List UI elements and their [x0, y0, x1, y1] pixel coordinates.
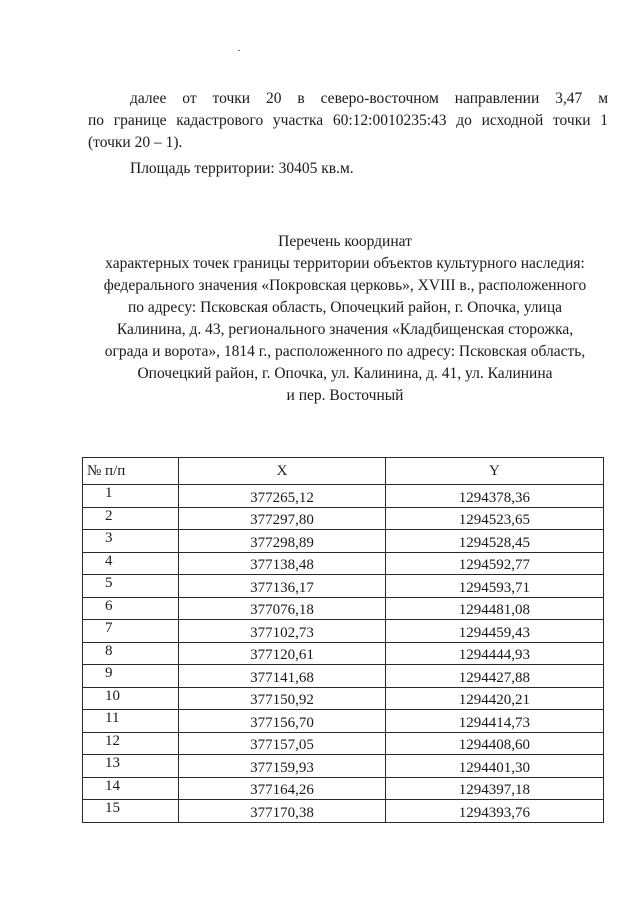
- cell-y: 1294523,65: [385, 507, 603, 530]
- header-number: № п/п: [83, 458, 179, 485]
- cell-y: 1294593,71: [385, 575, 603, 598]
- route-line-1: далее от точки 20 в северо-восточном направлении 3,47 м: [130, 90, 608, 107]
- cell-x: 377120,61: [179, 642, 385, 665]
- cell-number: 10: [83, 687, 179, 710]
- cell-x: 377159,93: [179, 755, 385, 778]
- cell-number: 12: [83, 732, 179, 755]
- heading-line-6: ограда и ворота», 1814 г., расположенного по адресу: Псковская область,: [104, 343, 586, 360]
- cell-y: 1294444,93: [385, 642, 603, 665]
- table-row: [83, 732, 604, 755]
- route-line-3: (точки 20 – 1).: [88, 134, 183, 151]
- heading-line-5: Калинина, д. 43, регионального значения «Кладбищенская сторожка,: [116, 321, 574, 338]
- cell-x: 377102,73: [179, 620, 385, 643]
- coordinates-heading: [80, 231, 610, 407]
- header-x: X: [179, 458, 385, 485]
- cell-number: 9: [83, 665, 179, 688]
- cell-y: 1294408,60: [385, 732, 603, 755]
- cell-number: 8: [83, 642, 179, 665]
- cell-x: 377170,38: [179, 800, 385, 823]
- cell-x: 377157,05: [179, 732, 385, 755]
- scan-speck: [238, 50, 240, 51]
- table-row: [83, 665, 604, 688]
- cell-x: 377298,89: [179, 530, 385, 553]
- cell-x: 377297,80: [179, 507, 385, 530]
- table-row: [83, 575, 604, 598]
- table-row: [83, 755, 604, 778]
- table-row: [83, 687, 604, 710]
- cell-y: 1294592,77: [385, 552, 603, 575]
- table-row: [83, 777, 604, 800]
- cell-number: 14: [83, 777, 179, 800]
- cell-number: 4: [83, 552, 179, 575]
- cell-y: 1294393,76: [385, 800, 603, 823]
- cell-x: 377138,48: [179, 552, 385, 575]
- cell-y: 1294459,43: [385, 620, 603, 643]
- cell-number: 15: [83, 800, 179, 823]
- route-paragraph: [88, 88, 608, 154]
- heading-line-2: характерных точек границы территории объектов культурного наследия:: [105, 255, 585, 272]
- cell-y: 1294401,30: [385, 755, 603, 778]
- table-row: [83, 620, 604, 643]
- cell-x: 377141,68: [179, 665, 385, 688]
- cell-y: 1294481,08: [385, 597, 603, 620]
- header-y: Y: [385, 458, 603, 485]
- cell-y: 1294528,45: [385, 530, 603, 553]
- route-line-2: по границе кадастрового участка 60:12:0010235:43 до исходной точки 1: [88, 112, 608, 129]
- cell-y: 1294427,88: [385, 665, 603, 688]
- cell-x: 377164,26: [179, 777, 385, 800]
- heading-line-8: и пер. Восточный: [286, 387, 404, 404]
- cell-x: 377136,17: [179, 575, 385, 598]
- table-row: [83, 800, 604, 823]
- cell-y: 1294414,73: [385, 710, 603, 733]
- cell-number: 5: [83, 575, 179, 598]
- heading-line-4: по адресу: Псковская область, Опочецкий район, г. Опочка, улица: [127, 299, 562, 316]
- table-header-row: [83, 458, 604, 485]
- cell-number: 3: [83, 530, 179, 553]
- cell-number: 1: [83, 485, 179, 508]
- table-row: [83, 507, 604, 530]
- cell-x: 377076,18: [179, 597, 385, 620]
- cell-number: 11: [83, 710, 179, 733]
- table-row: [83, 485, 604, 508]
- table-row: [83, 552, 604, 575]
- heading-line-7: Опочецкий район, г. Опочка, ул. Калинина, д. 41, ул. Калинина: [137, 365, 553, 382]
- cell-x: 377265,12: [179, 485, 385, 508]
- table-row: [83, 597, 604, 620]
- table-row: [83, 530, 604, 553]
- cell-x: 377156,70: [179, 710, 385, 733]
- area-paragraph: Площадь территории: 30405 кв.м.: [130, 160, 354, 177]
- cell-number: 13: [83, 755, 179, 778]
- table-row: [83, 642, 604, 665]
- cell-number: 6: [83, 597, 179, 620]
- cell-y: 1294420,21: [385, 687, 603, 710]
- cell-y: 1294378,36: [385, 485, 603, 508]
- heading-line-3: федерального значения «Покровская церковь», XVIII в., расположенного: [103, 277, 587, 294]
- cell-number: 2: [83, 507, 179, 530]
- table-row: [83, 710, 604, 733]
- cell-y: 1294397,18: [385, 777, 603, 800]
- coordinates-table: [82, 457, 604, 823]
- cell-x: 377150,92: [179, 687, 385, 710]
- cell-number: 7: [83, 620, 179, 643]
- heading-line-1: Перечень координат: [278, 233, 412, 250]
